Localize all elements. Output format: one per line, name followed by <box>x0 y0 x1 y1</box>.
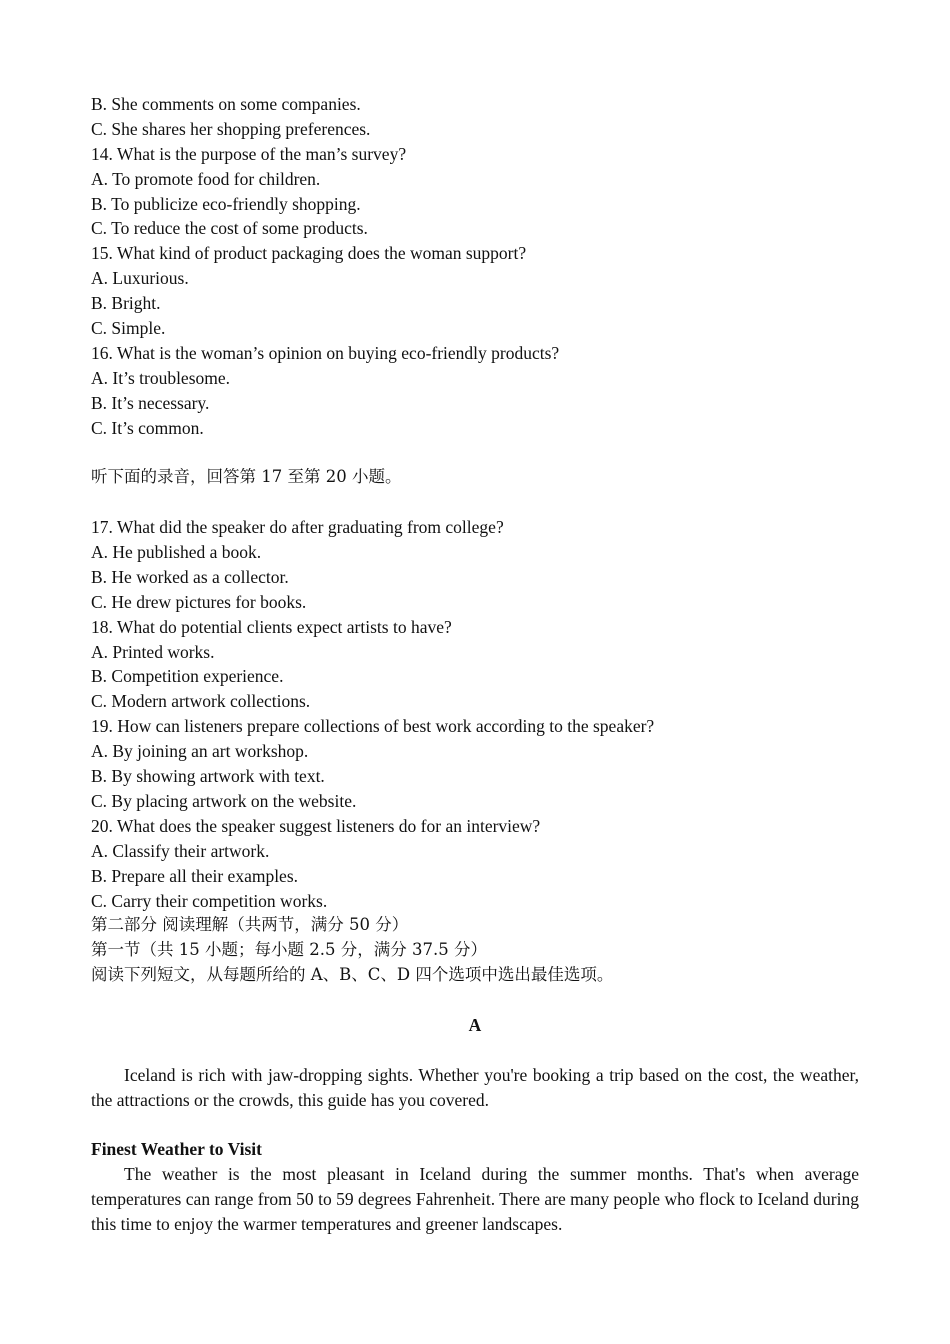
question-16: 16. What is the woman’s opinion on buying eco-friendly products? <box>91 342 560 363</box>
option-c-16: C. It’s common. <box>91 417 204 438</box>
option-c-17: C. He drew pictures for books. <box>91 591 307 612</box>
spacer <box>91 440 859 465</box>
option-b-18: B. Competition experience. <box>91 666 284 687</box>
reading-instruction: 阅读下列短文，从每题所给的 A、B、C、D 四个选项中选出最佳选项。 <box>91 965 614 985</box>
option-c-15: C. Simple. <box>91 318 166 339</box>
question-15: 15. What kind of product packaging does the woman support? <box>91 243 527 264</box>
section1-heading: 第一节（共 15 小题；每小题 2.5 分，满分 37.5 分） <box>91 940 487 960</box>
listening-items-17-20 <box>91 515 859 913</box>
passage-intro: Iceland is rich with jaw-dropping sights. Whether you're booking a trip based on the cost, the weather, the attractions or the crowds, this guide has you covered. <box>91 1064 859 1110</box>
option-b-17: B. He worked as a collector. <box>91 566 289 587</box>
option-c-14: C. To reduce the cost of some products. <box>91 218 368 239</box>
spacer <box>91 988 859 1013</box>
option-b-13: B. She comments on some companies. <box>91 94 361 114</box>
question-17: 17. What did the speaker do after graduating from college? <box>91 517 504 538</box>
document-page <box>91 92 859 1237</box>
weather-paragraph: The weather is the most pleasant in Iceland during the summer months. That's when average temperatures can range from 50 to 59 degrees Fahrenheit. There are many people who flock to Iceland during this time to enjoy the warmer temperatures and greener landscapes. <box>91 1164 859 1235</box>
spacer <box>91 1038 859 1063</box>
question-19: 19. How can listeners prepare collections of best work according to the speaker? <box>91 716 655 737</box>
passage-title: A <box>468 1014 482 1035</box>
question-14: 14. What is the purpose of the man’s survey? <box>91 143 407 164</box>
option-b-19: B. By showing artwork with text. <box>91 766 325 787</box>
option-b-14: B. To publicize eco-friendly shopping. <box>91 193 361 214</box>
option-c-13: C. She shares her shopping preferences. <box>91 118 371 139</box>
part2-heading: 第二部分 阅读理解（共两节，满分 50 分） <box>91 915 409 935</box>
option-b-15: B. Bright. <box>91 293 161 314</box>
option-a-20: A. Classify their artwork. <box>91 840 270 861</box>
instruction-17-20: 听下面的录音，回答第 17 至第 20 小题。 <box>91 467 402 487</box>
question-20: 20. What does the speaker suggest listeners do for an interview? <box>91 815 541 836</box>
listening-items-13-16 <box>91 92 859 440</box>
question-18: 18. What do potential clients expect artists to have? <box>91 616 452 637</box>
option-a-15: A. Luxurious. <box>91 268 189 289</box>
option-b-20: B. Prepare all their examples. <box>91 865 299 886</box>
option-a-14: A. To promote food for children. <box>91 168 321 189</box>
option-a-19: A. By joining an art workshop. <box>91 741 309 762</box>
option-c-19: C. By placing artwork on the website. <box>91 790 357 811</box>
option-b-16: B. It’s necessary. <box>91 392 210 413</box>
spacer <box>91 490 859 515</box>
option-a-17: A. He published a book. <box>91 542 262 563</box>
option-a-18: A. Printed works. <box>91 641 215 662</box>
option-a-16: A. It’s troublesome. <box>91 367 231 388</box>
spacer <box>91 1113 859 1138</box>
weather-subheading: Finest Weather to Visit <box>91 1139 262 1160</box>
option-c-20: C. Carry their competition works. <box>91 890 328 911</box>
option-c-18: C. Modern artwork collections. <box>91 691 311 712</box>
